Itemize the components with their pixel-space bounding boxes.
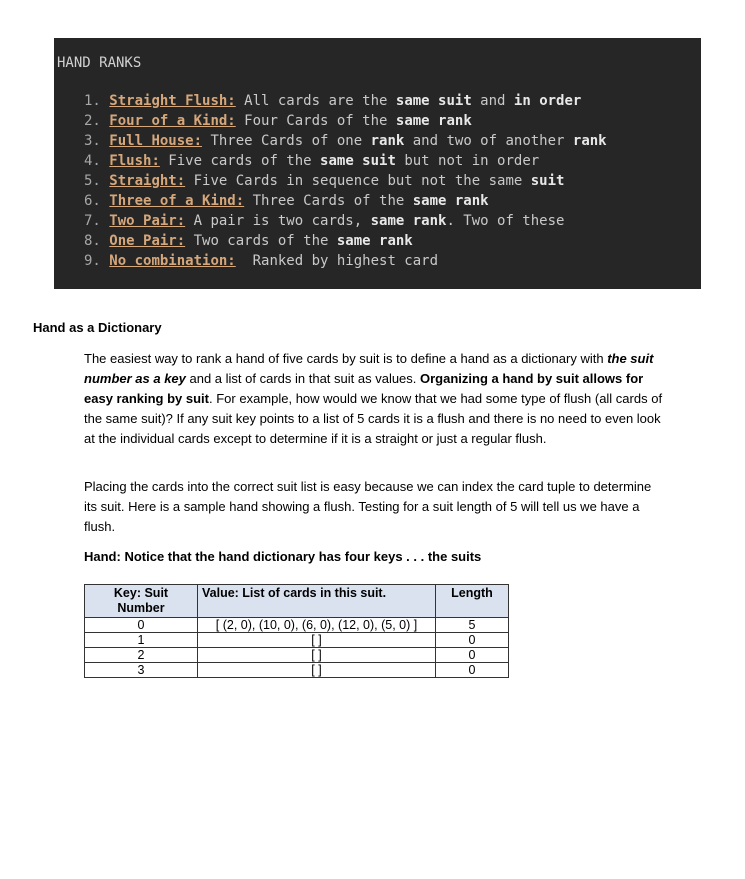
cell-value: [ ] — [198, 663, 436, 678]
hand-rank-item — [84, 151, 607, 171]
rank-description: but not in order — [395, 153, 540, 169]
keyword: same suit — [395, 93, 472, 109]
hand-rank-item — [84, 191, 607, 211]
rank-number: 6. — [84, 193, 101, 209]
rank-description: Two cards of the — [185, 233, 337, 249]
hand-name: Straight Flush: — [109, 93, 236, 109]
rank-description: . Two of these — [446, 213, 565, 229]
cell-key: 2 — [85, 648, 198, 663]
hand-name: Four of a Kind: — [109, 113, 236, 129]
cell-length: 0 — [436, 633, 509, 648]
keyword: same suit — [320, 153, 396, 169]
keyword: in order — [513, 93, 582, 109]
keyword: rank — [370, 133, 405, 149]
rank-number: 5. — [84, 173, 101, 189]
cell-key: 0 — [85, 618, 198, 633]
table-row — [85, 648, 509, 663]
table-header-row — [85, 585, 509, 618]
hand-ranks-title: HAND RANKS — [57, 55, 142, 71]
rank-number: 3. — [84, 133, 101, 149]
hand-name: Straight: — [109, 173, 186, 189]
hand-rank-item — [84, 131, 607, 151]
paragraph-text: and a list of cards in that suit as values. — [185, 371, 421, 386]
cell-length: 0 — [436, 663, 509, 678]
rank-description: All cards are the — [235, 93, 396, 109]
rank-description: Three Cards of the — [244, 193, 413, 209]
header-key: Key: Suit Number — [85, 585, 198, 618]
cell-length: 0 — [436, 648, 509, 663]
emphasis: the suit number as a key — [84, 351, 654, 386]
header-value: Value: List of cards in this suit. — [198, 585, 436, 618]
rank-description: and two of another — [404, 133, 573, 149]
rank-description: Three Cards of one — [202, 133, 371, 149]
hand-rank-item — [84, 231, 607, 251]
section-heading: Hand as a Dictionary — [33, 320, 162, 335]
rank-number: 1. — [84, 93, 101, 109]
table-row — [85, 633, 509, 648]
rank-number: 4. — [84, 153, 101, 169]
rank-number: 2. — [84, 113, 101, 129]
keyword: same rank — [412, 193, 489, 209]
keyword: same rank — [395, 113, 472, 129]
rank-description: A pair is two cards, — [185, 213, 371, 229]
cell-value: [ (2, 0), (10, 0), (6, 0), (12, 0), (5, 0) ] — [198, 618, 436, 633]
placement-paragraph: Placing the cards into the correct suit list is easy because we can index the card tuple to determine its suit. Here is a sample hand showing a flush. Testing for a suit length of 5 will tell us we have a flush. — [84, 479, 652, 534]
rank-description: Five Cards in sequence but not the same — [185, 173, 531, 189]
table-row — [85, 618, 509, 633]
header-length: Length — [436, 585, 509, 618]
hand-caption: Hand: Notice that the hand dictionary has four keys . . . the suits — [84, 549, 482, 564]
rank-description: Five cards of the — [159, 153, 321, 169]
hand-rank-item — [84, 211, 607, 231]
rank-description: and — [471, 93, 514, 109]
hand-name: Flush: — [109, 153, 160, 169]
cell-length: 5 — [436, 618, 509, 633]
table-row — [85, 663, 509, 678]
keyword: suit — [530, 173, 565, 189]
keyword: same rank — [336, 233, 413, 249]
rank-description: Ranked by highest card — [235, 253, 439, 269]
intro-paragraph — [84, 349, 664, 449]
hand-ranks-list — [84, 91, 607, 271]
rank-number: 7. — [84, 213, 101, 229]
rank-number: 9. — [84, 253, 101, 269]
hand-name: No combination: — [109, 253, 236, 269]
hand-name: One Pair: — [109, 233, 186, 249]
hand-rank-item — [84, 111, 607, 131]
cell-key: 3 — [85, 663, 198, 678]
hand-name: Three of a Kind: — [109, 193, 245, 209]
hand-name: Two Pair: — [109, 213, 186, 229]
hand-rank-item — [84, 251, 607, 271]
keyword: rank — [572, 133, 607, 149]
keyword: same rank — [370, 213, 447, 229]
cell-value: [ ] — [198, 633, 436, 648]
cell-value: [ ] — [198, 648, 436, 663]
cell-key: 1 — [85, 633, 198, 648]
hand-ranks-code-block — [54, 38, 701, 289]
hand-rank-item — [84, 171, 607, 191]
paragraph-text: The easiest way to rank a hand of five cards by suit is to define a hand as a dictionary with — [84, 351, 608, 366]
rank-description: Four Cards of the — [235, 113, 396, 129]
hand-rank-item — [84, 91, 607, 111]
rank-number: 8. — [84, 233, 101, 249]
hand-name: Full House: — [109, 133, 203, 149]
paragraph-text: . For example, how would we know that we had some type of flush (all cards of the same suit)? If any suit key points to a list of 5 cards it is a flush and there is no need to even look at the individual cards except to determine if it is a straight or just a regular flush. — [84, 391, 663, 446]
suit-dictionary-table — [84, 584, 509, 678]
emphasis: Organizing a hand by suit allows for easy ranking by suit — [84, 371, 644, 406]
